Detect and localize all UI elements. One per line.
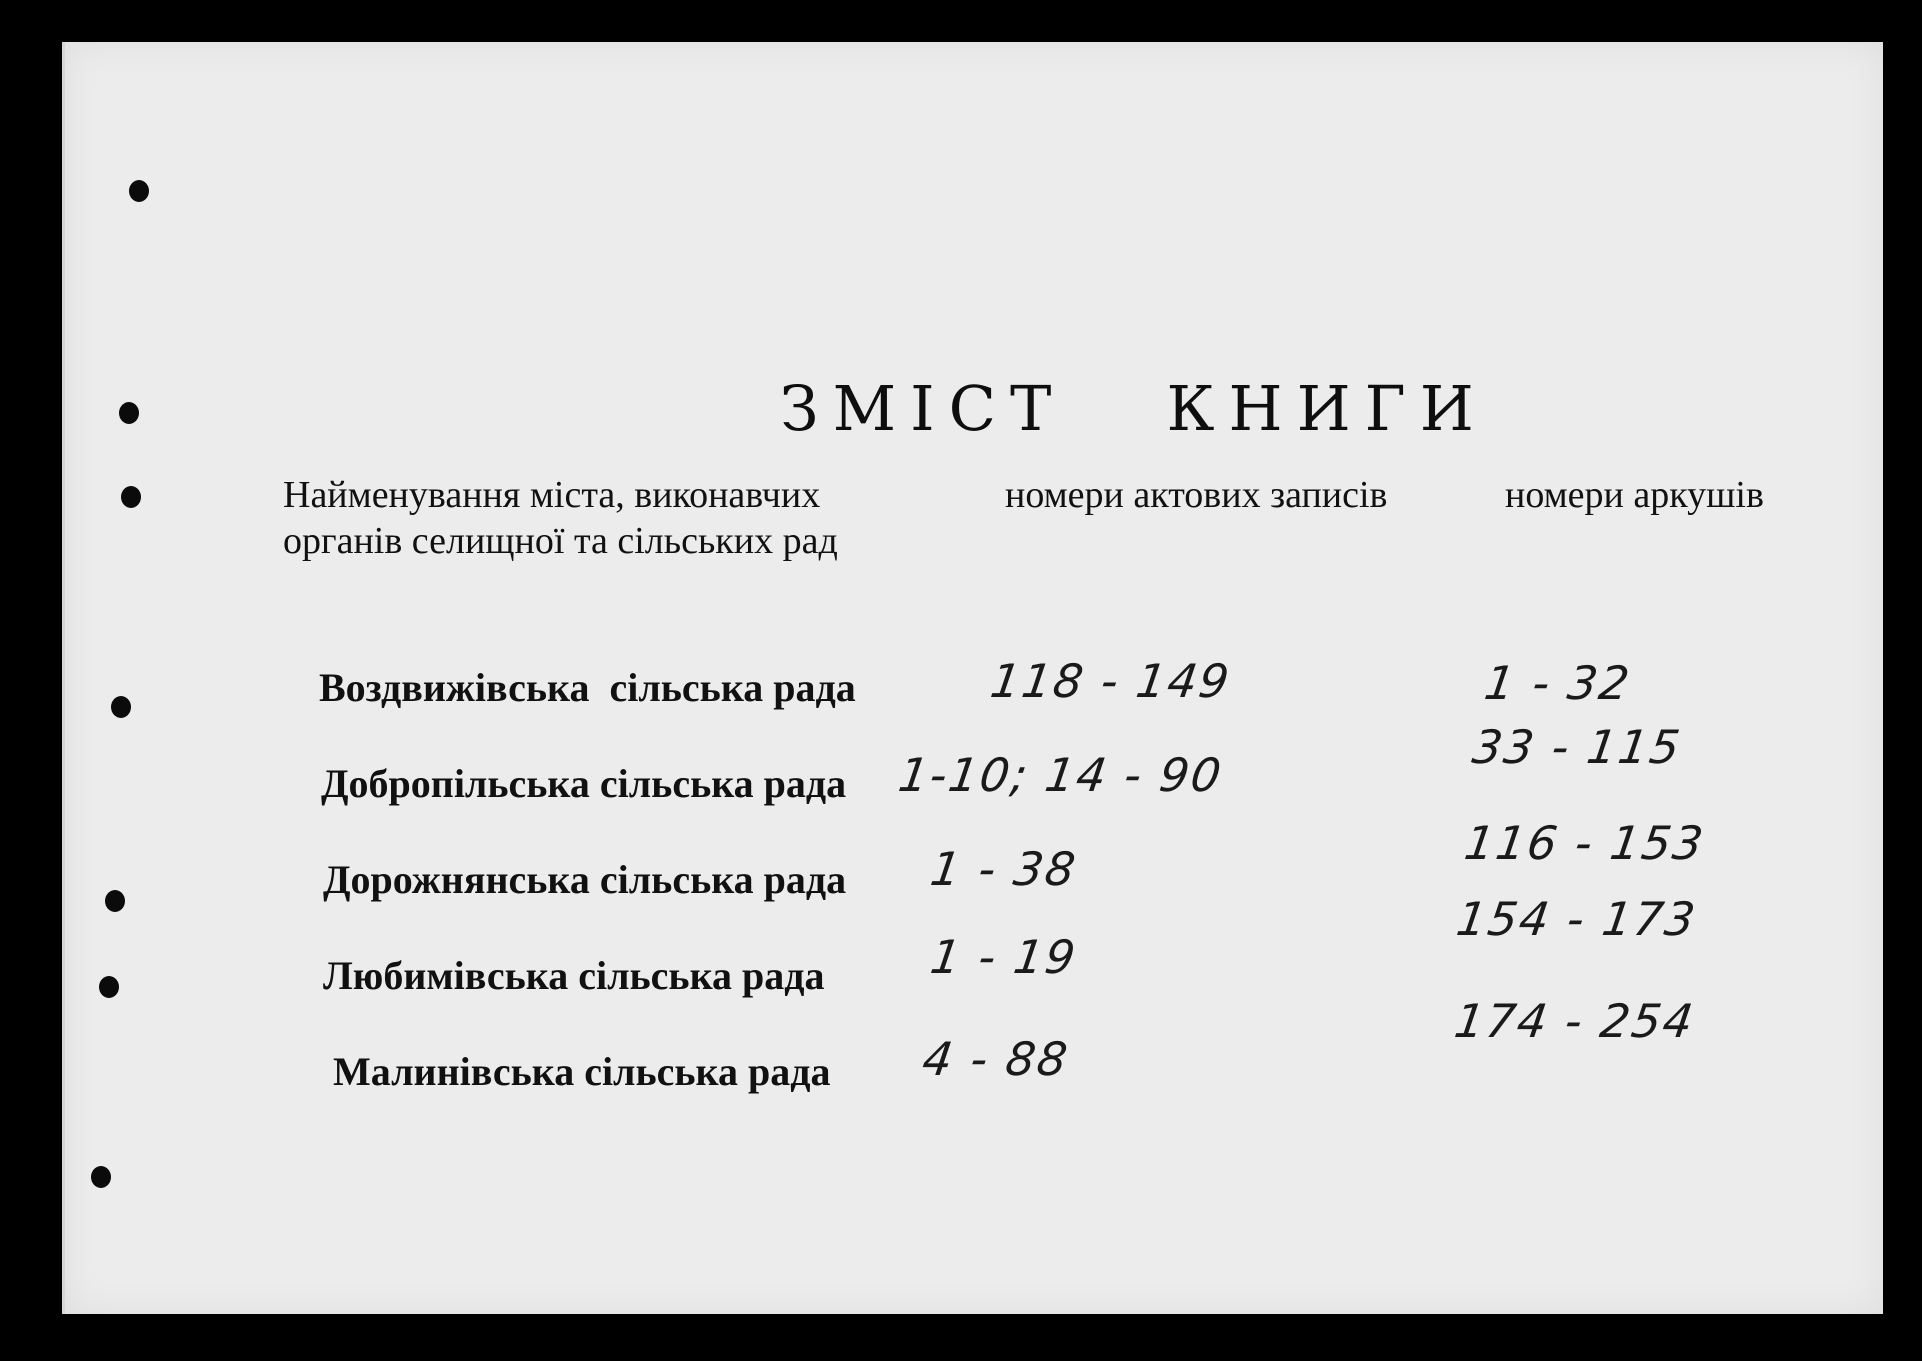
page-title: ЗМІСТ КНИГИ [780, 372, 1488, 445]
table-row-sheets: 33 - 115 [1469, 720, 1685, 774]
punch-hole [121, 486, 141, 508]
punch-hole [105, 890, 125, 912]
punch-hole [99, 976, 119, 998]
table-row-sheets: 116 - 153 [1461, 816, 1709, 870]
punch-hole [111, 696, 131, 718]
header-sheets-column: номери аркушів [1505, 474, 1764, 516]
table-row-name: Добропільська сільська рада [321, 761, 847, 806]
table-row-name: Воздвижівська сільська рада [319, 665, 856, 710]
paper-sheet [62, 42, 1883, 1314]
table-row-name: Любимівська сільська рада [323, 953, 825, 998]
table-row-records: 1 - 38 [927, 842, 1081, 896]
header-records-column: номери актових записів [1005, 474, 1388, 516]
table-row-name: Малинівська сільська рада [333, 1049, 831, 1094]
punch-hole [129, 180, 149, 202]
table-row-records: 4 - 88 [919, 1032, 1073, 1086]
table-row-records: 1-10; 14 - 90 [895, 748, 1227, 802]
table-row-records: 118 - 149 [987, 654, 1235, 708]
table-row-sheets: 174 - 254 [1451, 994, 1699, 1048]
punch-hole [91, 1166, 111, 1188]
header-name-column: Найменування міста, виконавчих органів селищної та сільських рад [283, 474, 838, 562]
table-row-records: 1 - 19 [927, 930, 1081, 984]
table-row-name: Дорожнянська сільська рада [323, 857, 847, 902]
punch-hole [119, 402, 139, 424]
table-row-sheets: 154 - 173 [1453, 892, 1701, 946]
table-row-sheets: 1 - 32 [1481, 656, 1635, 710]
